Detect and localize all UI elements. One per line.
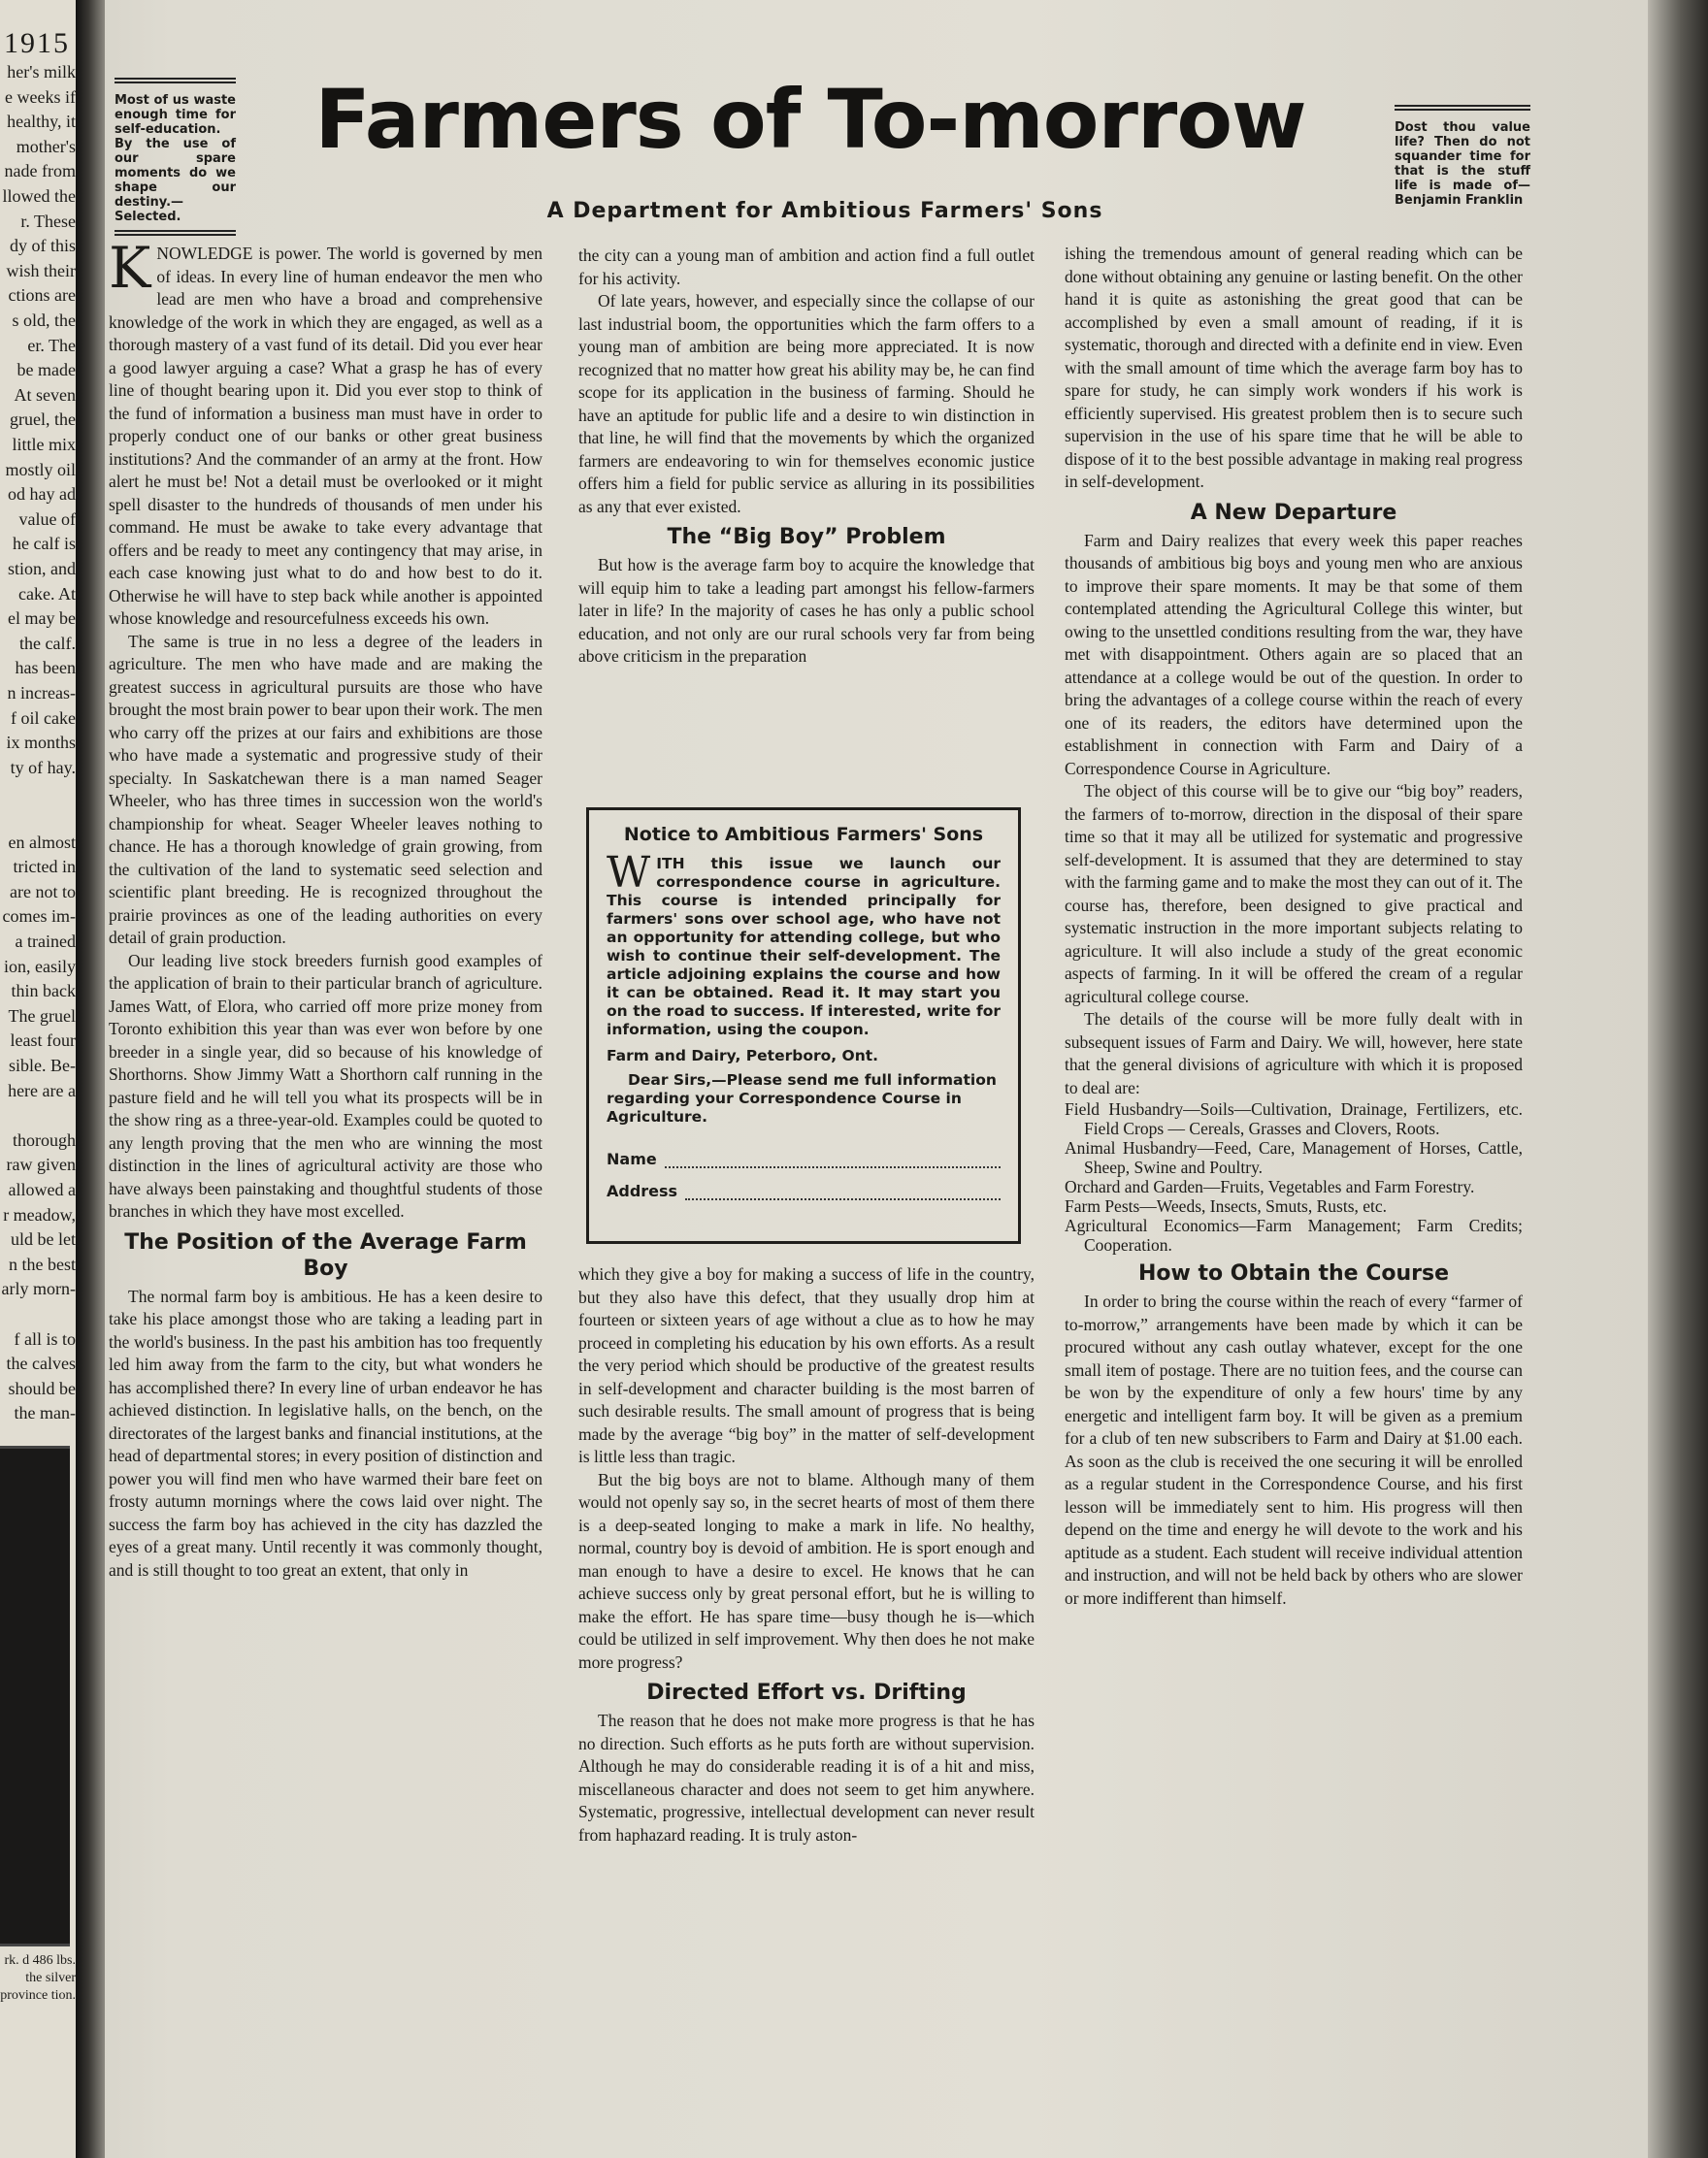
adjacent-text-fragment: r meadow, — [3, 1204, 76, 1225]
adjacent-text-fragment: dy of this — [9, 236, 76, 256]
adjacent-text-fragment: are not to — [10, 881, 76, 901]
adjacent-text-fragment: er. The — [27, 335, 76, 355]
notice-letter: Dear Sirs,—Please send me full information regarding your Correspondence Course in Agriculture. — [607, 1071, 997, 1126]
adjacent-text-fragment: gruel, the — [10, 409, 76, 430]
coupon-address-line[interactable] — [685, 1185, 1001, 1200]
adjacent-text-fragment: her's milk — [7, 62, 76, 82]
quote-box-right: Dost thou value life? Then do not squander time for that is the stuff life is made of—Benjamin Franklin — [1395, 105, 1530, 213]
coupon-address-field[interactable] — [607, 1182, 1001, 1200]
adjacent-text-fragment: he calf is — [13, 534, 76, 554]
adjacent-text-fragment: should be — [8, 1378, 76, 1398]
list-item: Farm Pests—Weeds, Insects, Smuts, Rusts, etc. — [1065, 1196, 1388, 1216]
section-heading: How to Obtain the Course — [1137, 1261, 1450, 1286]
adjacent-text-fragment: comes im- — [2, 906, 76, 927]
adjacent-text-fragment: healthy, it — [7, 112, 76, 132]
adjacent-text-fragment: el may be — [8, 608, 76, 629]
adjacent-text-fragment: arly morn- — [1, 1279, 76, 1299]
adjacent-text-fragment: least four — [10, 1030, 76, 1051]
adjacent-text-fragment: r. These — [20, 211, 76, 231]
adjacent-text-fragment: thorough — [13, 1129, 76, 1150]
adjacent-text-fragment: little mix — [12, 435, 76, 454]
article-column-3 — [1065, 243, 1523, 1610]
adjacent-text-fragment: allowed a — [8, 1180, 76, 1199]
adjacent-text-fragment: stion, and — [8, 559, 76, 578]
adjacent-page-strip — [0, 0, 76, 2158]
paragraph: Our leading live stock breeders furnish good examples of the application of brain to their particular branch of agriculture. James Watt, of Elora, who carried off more prize money from Toronto exhibition this year than was ever won before by one breeder in a single year, did so because of his knowledge of Shorthorns. Show Jimmy Watt a Shorthorn calf running in the pasture field and he will tell you what its prospects will be in the show ring as a three-year-old. Examples could be quoted to any length proving that the men who are winning the most distinction in the lines of agricultural activity are those who have always been painstaking and thoughtful students of those branches in which they have most excelled. — [109, 950, 542, 1221]
adjacent-text-fragment: wish their — [6, 260, 76, 280]
notice-text: ITH this issue we launch our correspondence course in agriculture. This course is intended principally for farmers' sons over school age, who have not an opportunity for attending college, but who wish to continue their self-development. The article adjoining explains the course and how it can be obtained. Read it. It may start you on the road to success. If interested, write for information, using the coupon. — [607, 855, 1001, 1038]
adjacent-photo-caption: rk. d 486 lbs. the silver province tion. — [0, 1953, 76, 2003]
list-item: Animal Husbandry—Feed, Care, Management of Horses, Cattle, Sheep, Swine and Poultry. — [1065, 1138, 1523, 1177]
adjacent-text-fragment: f all is to — [14, 1328, 76, 1349]
paragraph: But how is the average farm boy to acquire the knowledge that will equip him to take a leading part amongst his fellow-farmers later in life? In the majority of cases he has only a public school education, and not only are our rural schools very far from being above criticism in the preparation — [578, 555, 1035, 666]
paragraph: Farm and Dairy realizes that every week this paper reaches thousands of ambitious big boys and young men who are anxious to improve their spare moments. It may be that some of them contemplated attending the Agricultural College this winter, but owing to the unsettled conditions resulting from the war, they have met with disappointment. Others again are so placed that an attendance at a college would be out of the question. In order to bring the advantages of a college course within the reach of every one of its readers, the editors have determined upon the establishment in connection with Farm and Dairy of a Correspondence Course in Agriculture. — [1065, 530, 1523, 778]
article-column-1 — [109, 235, 542, 1582]
adjacent-text-fragment: ty of hay. — [10, 757, 76, 777]
adjacent-text-fragment: llowed the — [2, 186, 76, 206]
paragraph: But the big boys are not to blame. Although many of them would not openly say so, in the secret hearts of most of them there is a deep-seated longing to make a mark in life. No healthy, normal, country boy is devoid of ambition. He is sport enough and man enough to have a desire to excel. He knows that he can achieve success only by great personal effort, but he is willing to make the effort. He has spare time—busy though he is—which could be utilized in self improvement. Why then does he not make more progress? — [578, 1469, 1035, 1672]
drop-cap: W — [607, 848, 651, 898]
adjacent-text-fragment: The gruel — [8, 1005, 76, 1026]
adjacent-text-fragment: f oil cake — [11, 707, 76, 728]
notice-address: Farm and Dairy, Peterboro, Ont. — [607, 1047, 879, 1064]
drop-cap: K — [109, 235, 151, 301]
article-column-2 — [578, 245, 1035, 669]
list-item: Field Husbandry—Soils—Cultivation, Drainage, Fertilizers, etc. Field Crops — Cereals, Grasses and Clovers, Roots. — [1065, 1099, 1523, 1138]
paragraph — [109, 235, 542, 631]
adjacent-text-fragment: tricted in — [13, 857, 76, 877]
paragraph: the city can a young man of ambition and action find a full outlet for his activity. — [578, 245, 1035, 288]
coupon-name-line[interactable] — [665, 1153, 1001, 1168]
paragraph: The same is true in no less a degree of the leaders in agriculture. The men who have made and are making the greatest success in agricultural pursuits are those who have brought the most brain power to bear upon their work. The men who carry off the prizes at our fairs and exhibitions are those who have made a systematic and progressive study of their specialty. In Saskatchewan there is a man named Seager Wheeler, who has three times in succession won the world's championship for wheat. Seager Wheeler leaves nothing to chance. He has a thorough knowledge of grain growing, from the cultivation of the land to systematic seed selection and scientific plant breeding. He is recognized throughout the prairie provinces as one of the leading authorities on every detail of grain production. — [109, 631, 542, 947]
adjacent-text-fragment: a trained — [15, 932, 76, 951]
adjacent-text-fragment: raw given — [6, 1155, 76, 1175]
section-heading: The Position of the Average Farm Boy — [124, 1229, 527, 1281]
paragraph: The reason that he does not make more progress is that he has no direction. Such efforts as he puts forth are without supervision. Although he may do considerable reading it is of a hit and miss, miscellaneous character and does not seem to get him anywhere. Systematic, progressive, intellectual development can never result from haphazard reading. It is truly aston- — [578, 1711, 1035, 1845]
adjacent-text-fragment: At seven — [14, 384, 76, 405]
section-heading: A New Departure — [1190, 500, 1397, 525]
adjacent-text-fragment: ix months — [6, 733, 76, 753]
article-column-2-continued — [578, 1263, 1035, 1847]
page-subtitle: A Department for Ambitious Farmers' Sons — [546, 199, 1103, 223]
section-heading: Directed Effort vs. Drifting — [646, 1681, 967, 1705]
paragraph: ishing the tremendous amount of general reading which can be done without obtaining any genuine or lasting benefit. On the other hand it is quite as astonishing the great good that can be accomplished by even a small amount of reading, if it is systematic, thorough and directed with a definite end in view. Even with the small amount of time which the average farm boy has to spare for study, he can simply work wonders if his work is efficiently supervised. His greatest problem then is to secure such supervision in the use of his spare time that he will be able to dispose of it to the best possible advantage in making real progress in self-development. — [1065, 244, 1523, 491]
quote-box-left: Most of us waste enough time for self-education. By the use of our spare moments do we shape our destiny.—Selected. — [115, 78, 236, 236]
coupon-name-label: Name — [607, 1150, 657, 1168]
adjacent-text-fragment: the calf. — [19, 633, 76, 653]
paragraph: Of late years, however, and especially since the collapse of our last industrial boom, the opportunities which the farm offers to a young man of ambition are being more appreciated. It is now recognized that no matter how great his ability may be, he can find scope for its application in the business of farming. Should he have an aptitude for public life and a desire to win distinction in that line, he will find that the movements by which the organized farmers are endeavoring to win for themselves economic justice offers him a field for public service as alluring in its possibilities as any that ever existed. — [578, 291, 1035, 516]
adjacent-text-fragment: mother's — [16, 136, 76, 156]
section-heading: The “Big Boy” Problem — [667, 525, 946, 549]
paragraph: In order to bring the course within the reach of every “farmer of to-morrow,” arrangements have been made by which it can be procured without any cash outlay whatever, except for the one small item of postage. There are no tuition fees, and the course can be won by the expenditure of only a few hours' time by any energetic and intelligent farm boy. It will be given as a premium for a club of ten new subscribers to Farm and Dairy at $1.00 each. As soon as the club is received the one securing it will be enrolled as a regular student in the Correspondence Course, and his first lesson will be immediately sent to him. His progress will then depend on the time and energy he will devote to the work and his aptitude as a student. Each student will receive individual attention and instruction, and will not be held back by others who are slower or more indifferent than himself. — [1065, 1292, 1523, 1608]
book-gutter — [76, 0, 105, 2158]
adjacent-text-fragment: od hay ad — [8, 484, 76, 505]
adjacent-text-fragment: ctions are — [8, 285, 76, 306]
adjacent-text-fragment: value of — [18, 508, 76, 529]
adjacent-text-fragment: thin back — [11, 981, 76, 1001]
adjacent-text-fragment: nade from — [4, 161, 76, 181]
paragraph: which they give a boy for making a success of life in the country, but they also have this defect, that they usually drop him at fourteen or sixteen years of age without a clue as to how he may proceed in completing his education by his own efforts. As a result the very period which should be productive of the greatest results in self-development and character building is the most barren of such desirable results. The small amount of progress that is being made by the average “big boy” in the matter of self-development is little less than tragic. — [578, 1264, 1035, 1466]
adjacent-text-fragment: n the best — [9, 1254, 76, 1274]
page-title: Farmers of To-morrow — [314, 72, 1306, 167]
course-division-list — [1065, 1099, 1523, 1255]
list-item: Agricultural Economics—Farm Management; Farm Credits; Cooperation. — [1065, 1216, 1523, 1255]
paragraph: The normal farm boy is ambitious. He has a keen desire to take his place amongst those who are taking a leading part in the world's business. In the past his ambition has too frequently led him away from the farm to the city, but what wonders he has accomplished there? In every line of urban endeavor he has achieved distinction. In legislative halls, on the bench, on the directorates of the largest banks and financial institutions, at the head of departmental stores; in every position of distinction and power you will find men who have warmed their bare feet on frosty autumn mornings where the cows laid over night. The success the farm boy has achieved in the city has dazzled the eyes of a great many. Until recently it was commonly thought, and is still thought to too great an extent, that only in — [109, 1286, 542, 1580]
adjacent-photo — [0, 1446, 70, 1946]
coupon-name-field[interactable] — [607, 1150, 1001, 1168]
page-edge — [1648, 0, 1708, 2158]
notice-coupon-box — [586, 807, 1021, 1244]
paragraph: The details of the course will be more fully dealt with in subsequent issues of Farm and Dairy. We will, however, here state that the general divisions of agriculture with which it is proposed to deal are: — [1065, 1009, 1523, 1097]
adjacent-text-fragment: the calves — [6, 1354, 76, 1374]
adjacent-text-fragment: be made — [16, 360, 76, 380]
adjacent-text-fragment: mostly oil — [5, 459, 76, 479]
adjacent-text-fragment: n increas- — [7, 683, 76, 703]
paragraph-text: NOWLEDGE is power. The world is governed by men of ideas. In every line of human endeavor the men who lead are men who have a broad and comprehensive knowledge of the work in which they are engaged, as well as a thorough mastery of a vast fund of its detail. Did you ever hear a good lawyer arguing a case? What a grasp he has of every line of thought bearing upon it. Did you ever stop to think of the fund of information a business man must have in order to properly conduct one of our banks or other great business institutions? And the commander of an army at the front. How alert he must be! Not a detail must be overlooked or it might spell disaster to the hundreds of thousands of men under his command. He must be awake to take every advantage that offers and be ready to meet any contingency that may arise, in each case knowing just what to do and how best to do it. Otherwise he will have to step back while another is appointed whose knowledge and resourcefulness exceeds his own. — [109, 244, 542, 628]
adjacent-text-fragment: uld be let — [11, 1229, 76, 1250]
adjacent-text-fragment: sible. Be- — [9, 1056, 76, 1075]
paragraph: The object of this course will be to give our “big boy” readers, the farmers of to-morrow, direction in the disposal of their spare time so that it may all be utilized for systematic and progressive self-development. It is assumed that they are determined to stay with the farming game and to make the most they can out of it. The course has, therefore, been designed to give practical and systematic instruction in the more important subjects relating to agriculture. It will also include a study of the great economic aspects of farming. In it will be offered the cream of a regular agricultural college course. — [1065, 781, 1523, 1006]
notice-title: Notice to Ambitious Farmers' Sons — [623, 824, 984, 845]
adjacent-text-fragment: cake. At — [18, 583, 76, 604]
adjacent-text-fragment: here are a — [8, 1080, 76, 1100]
adjacent-text-fragment: e weeks if — [5, 86, 76, 107]
notice-body — [607, 848, 1001, 1039]
adjacent-text-fragment: s old, the — [12, 311, 76, 330]
adjacent-text-fragment: ion, easily — [4, 956, 76, 976]
page-number: 1915 — [4, 27, 70, 59]
list-item: Orchard and Garden—Fruits, Vegetables and Farm Forestry. — [1065, 1177, 1475, 1196]
coupon-address-label: Address — [607, 1182, 678, 1200]
adjacent-text-fragment: en almost — [8, 832, 76, 852]
adjacent-text-fragment: the man- — [14, 1403, 76, 1423]
adjacent-text-fragment: has been — [15, 658, 76, 678]
